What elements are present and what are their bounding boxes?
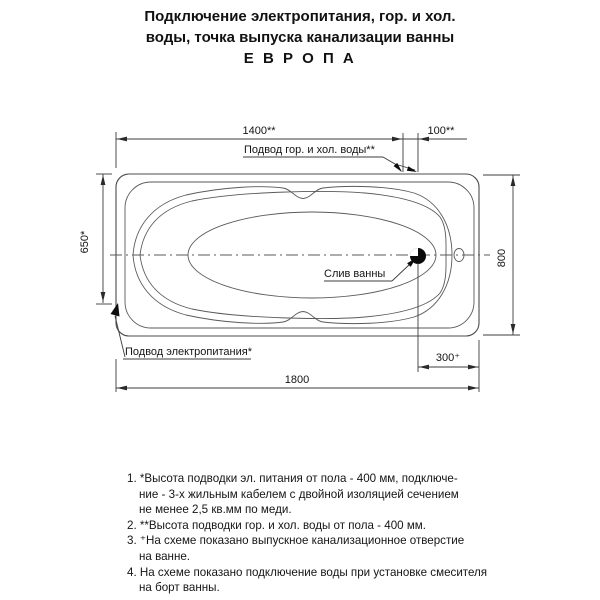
bathtub-outline — [110, 174, 490, 336]
footnote-3-line-2: на ванне. — [139, 549, 191, 563]
power-supply-label: Подвод электропитания* — [125, 346, 252, 358]
footnote-4-line-1: 4. На схеме показано подключение воды при установке смесителя — [127, 565, 488, 579]
footnote-4-line-2: на борт ванны. — [139, 581, 220, 595]
leader-lines — [111, 157, 418, 359]
water-supply-label: Подвод гор. и хол. воды** — [244, 144, 375, 156]
footnote-1-line-2: ние - 3-х жильным кабелем с двойной изоляцией сечением — [139, 487, 459, 501]
footnote-1-line-1: 1. *Высота подводки эл. питания от пола - 400 мм, подключе- — [127, 472, 458, 485]
title-model-name: Е В Р О П А — [243, 50, 357, 67]
footnotes — [127, 471, 547, 596]
footnote-3-line-1: 3. ⁺На схеме показано выпускное канализационное отверстие — [127, 534, 465, 548]
title-line-1: Подключение электропитания, гор. и хол. — [144, 8, 456, 25]
footnote-2: 2. **Высота подводки гор. и хол. воды от пола - 400 мм. — [127, 518, 426, 532]
footnote-1-line-3: не менее 2,5 кв.мм по меди. — [139, 503, 292, 517]
dim-top-width: 1400** — [242, 125, 276, 137]
dim-top-offset: 100** — [427, 125, 455, 137]
power-arrow — [111, 303, 120, 317]
drain-label: Слив ванны — [324, 268, 386, 280]
title-line-2: воды, точка выпуска канализации ванны — [145, 29, 455, 46]
dim-drain-offset: 300⁺ — [435, 352, 461, 364]
dim-right-height: 800 — [496, 248, 508, 268]
dim-total-length: 1800 — [284, 374, 310, 386]
dim-left-height: 650* — [79, 230, 91, 254]
water-arrow-2 — [407, 166, 417, 172]
